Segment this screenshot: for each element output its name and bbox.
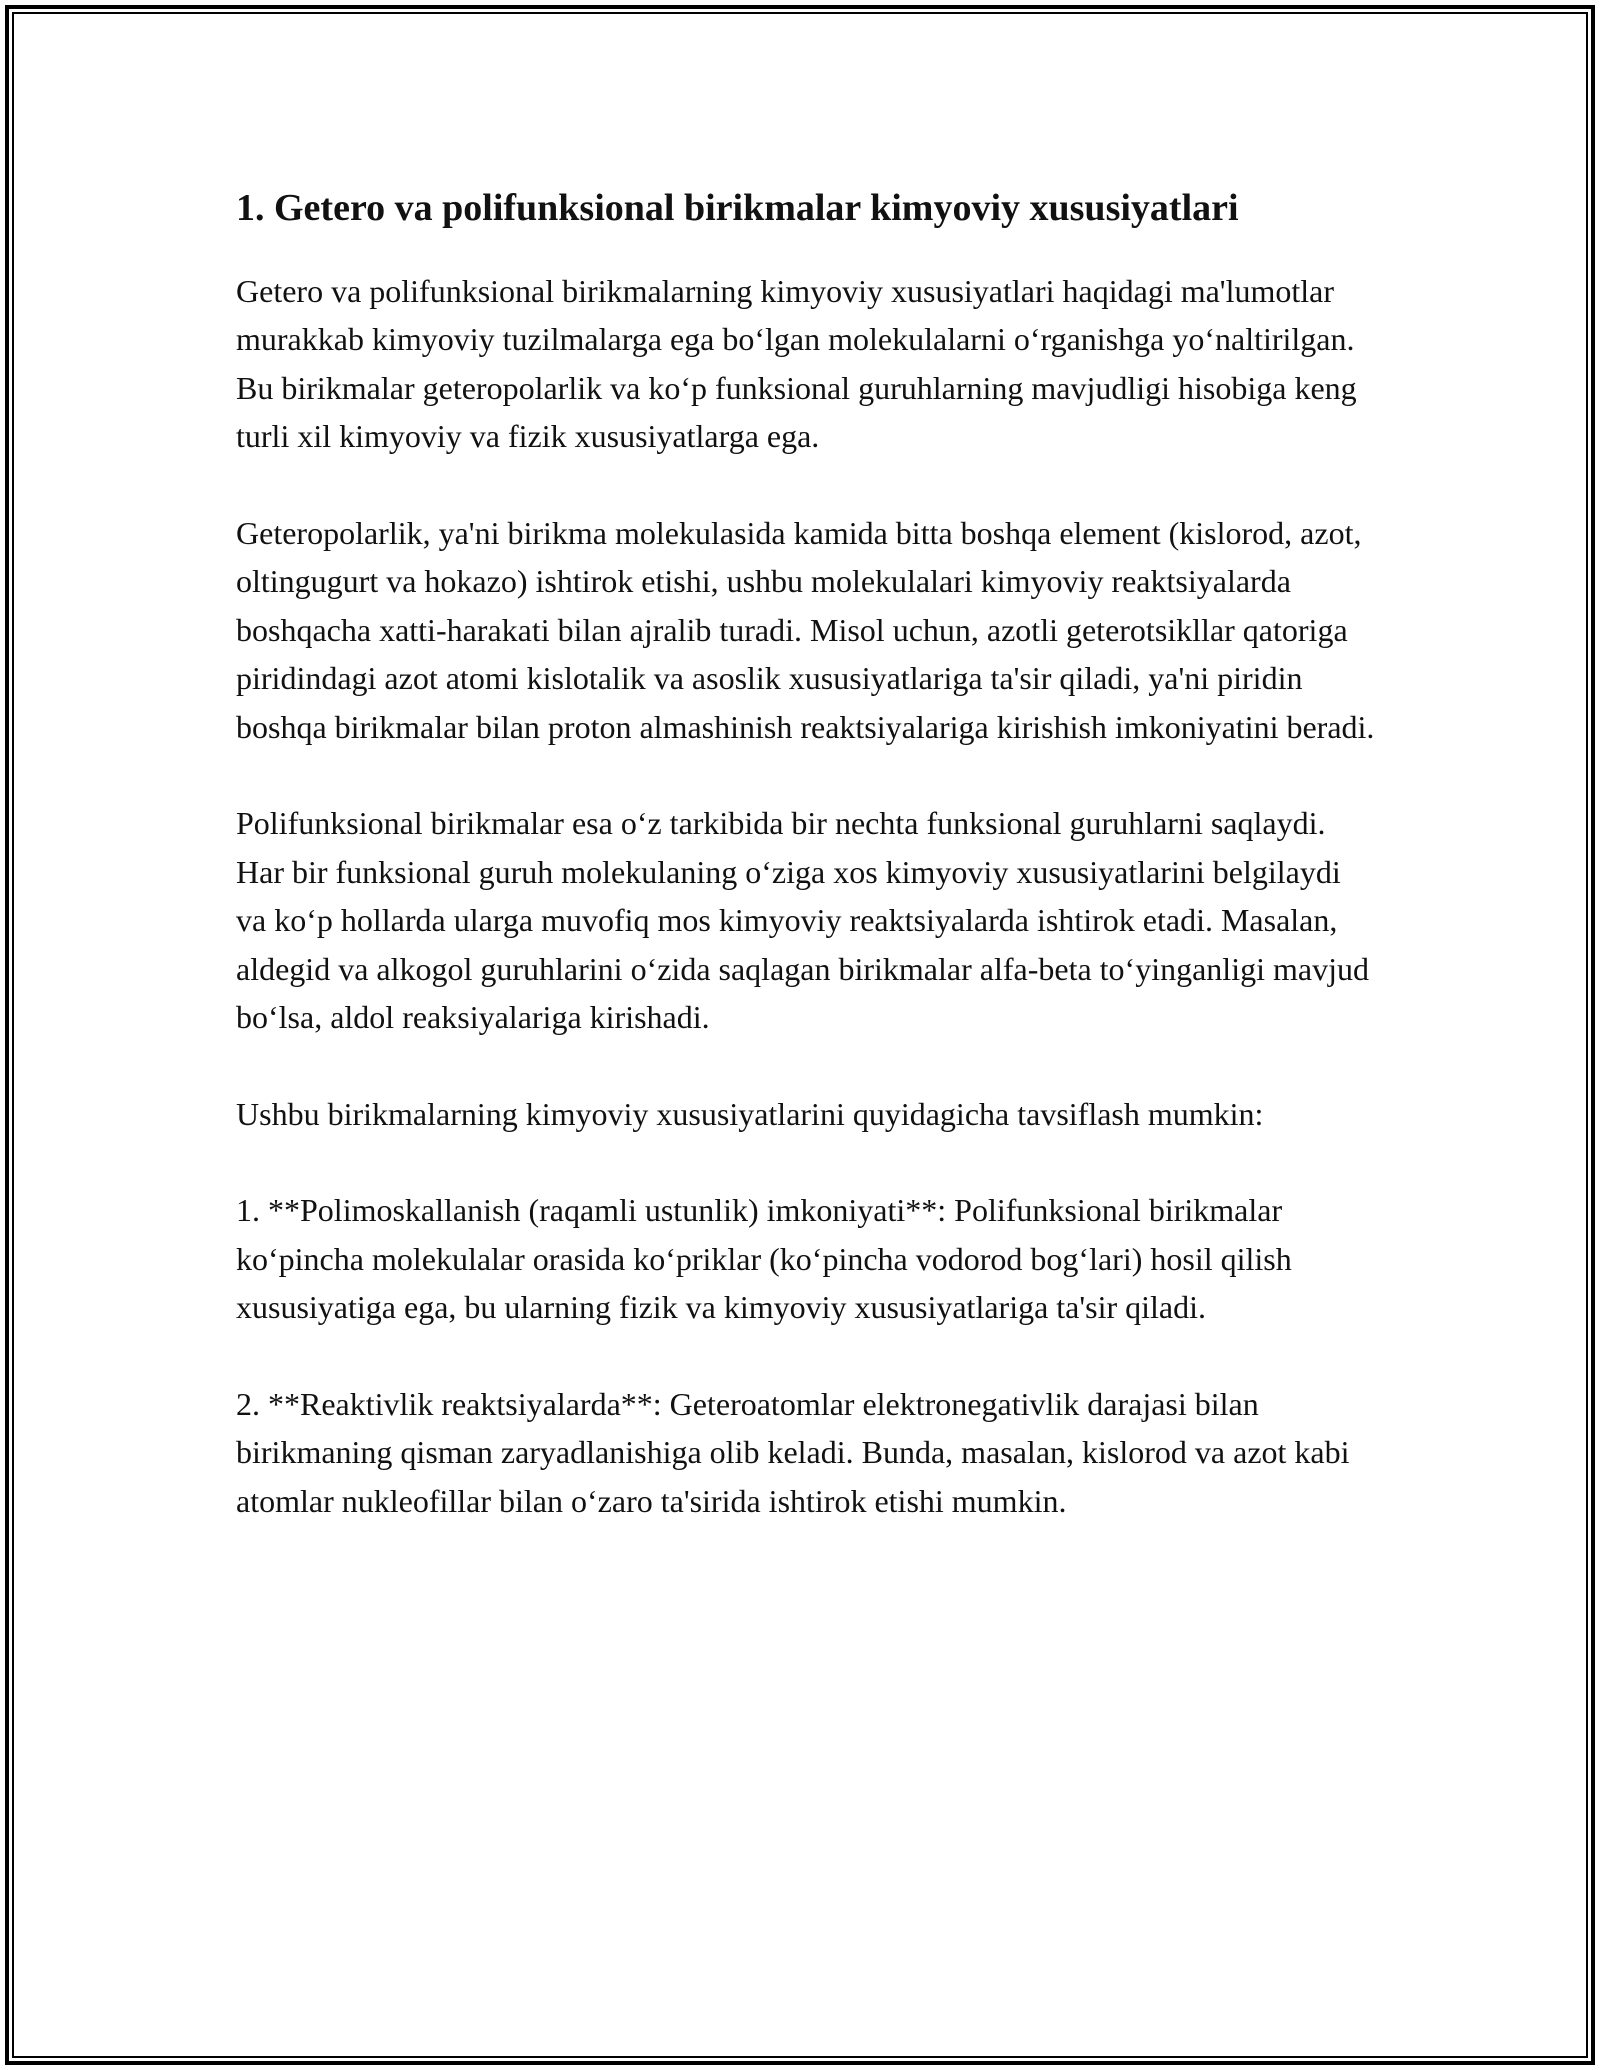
list-item-2: 2. **Reaktivlik reaktsiyalarda**: Geteroatomlar elektronegativlik darajasi bilan birikmaning qisman zaryadlanishiga olib keladi. Bunda, masalan, kislorod va azot kabi atomlar nukleofillar bilan o‘zaro ta'sirida ishtirok etishi mumkin. [236,1385,1350,1519]
paragraph-list-intro: Ushbu birikmalarning kimyoviy xususiyatlarini quyidagicha tavsiflash mumkin: [236,1095,1264,1132]
document-page [236,185,1376,1573]
paragraph-geteropolarlik: Geteropolarlik, ya'ni birikma molekulasida kamida bitta boshqa element (kislorod, azot, oltingugurt va hokazo) ishtirok etishi, ushbu molekulalari kimyoviy reaktsiyalarda boshqacha xatti-harakati bilan ajralib turadi. Misol uchun, azotli geterotsikllar qatoriga piridindagi azot atomi kislotalik va asoslik xususiyatlariga ta'sir qiladi, ya'ni piridin boshqa birikmalar bilan proton almashinish reaktsiyalariga kirishish imkoniyatini beradi. [236,514,1375,745]
section-title: 1. Getero va polifunksional birikmalar kimyoviy xususiyatlari [236,187,1239,229]
list-item-1: 1. **Polimoskallanish (raqamli ustunlik) imkoniyati**: Polifunksional birikmalar ko‘pincha molekulalar orasida ko‘priklar (ko‘pincha vodorod bog‘lari) hosil qilish xususiyatiga ega, bu ularning fizik va kimyoviy xususiyatlariga ta'sir qiladi. [236,1192,1292,1325]
paragraph-polifunksional: Polifunksional birikmalar esa o‘z tarkibida bir nechta funksional guruhlarni saqlaydi. Har bir funksional guruh molekulaning o‘ziga xos kimyoviy xususiyatlarini belgilaydi va ko‘p hollarda ularga muvofiq mos kimyoviy reaktsiyalarda ishtirok etadi. Masalan, aldegid va alkogol guruhlarini o‘zida saqlagan birikmalar alfa-beta to‘yinganligi mavjud bo‘lsa, aldol reaksiyalariga kirishadi. [236,805,1369,1035]
paragraph-intro: Getero va polifunksional birikmalarning kimyoviy xususiyatlari haqidagi ma'lumotlar murakkab kimyoviy tuzilmalarga ega bo‘lgan molekulalarni o‘rganishga yo‘naltirilgan. Bu birikmalar geteropolarlik va ko‘p funksional guruhlarning mavjudligi hisobiga keng turli xil kimyoviy va fizik xususiyatlarga ega. [236,272,1357,454]
